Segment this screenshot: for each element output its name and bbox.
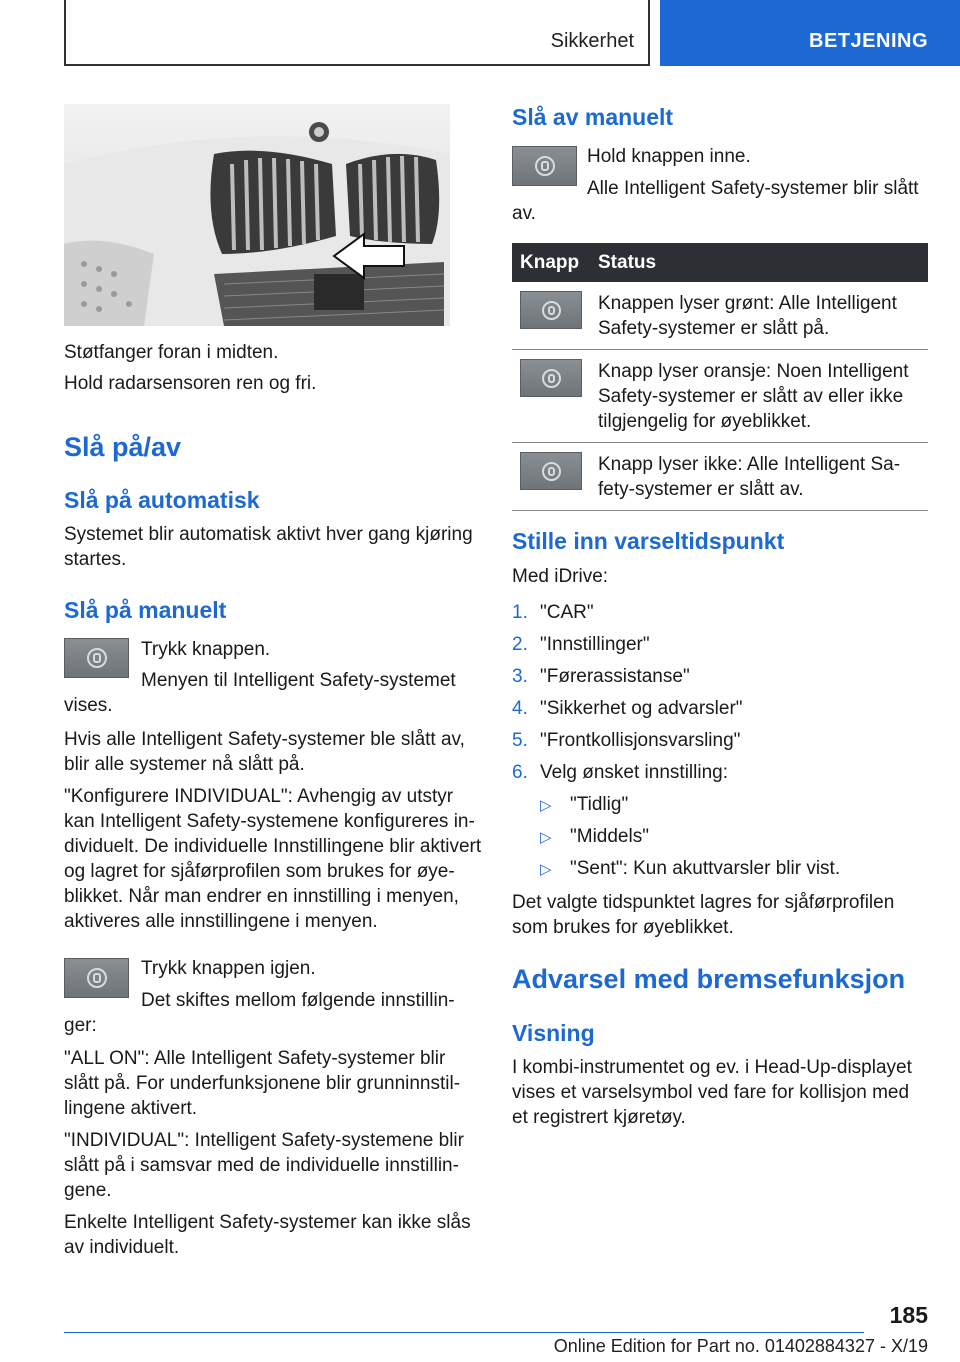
list-item: 2. "Innstillinger" — [512, 634, 650, 655]
header-section-box — [64, 0, 650, 66]
status-cell: Knappen lyser grønt: Alle Intelligent Safety-systemer er slått på. — [590, 282, 928, 350]
heading-display: Visning — [512, 1020, 595, 1046]
triangle-right-icon: ▷ — [540, 829, 552, 846]
steps-list — [512, 600, 928, 888]
cannot-off-text: Enkelte Intelligent Safety-systemer kan ikke slås av individuelt. — [64, 1212, 471, 1258]
heading-on-off: Slå på/av — [64, 432, 182, 462]
display-text: I kombi-instrumentet og ev. i Head-Up-displayet vises et varselsymbol ved fare for kollisjon med et registrert kjøretøy. — [512, 1057, 912, 1128]
list-item: 5. "Frontkollisjonsvarsling" — [512, 730, 741, 751]
table-row — [512, 443, 928, 511]
triangle-right-icon: ▷ — [540, 797, 552, 814]
status-cell: Knapp lyser ikke: Alle Intelligent Safety-systemer er slått av. — [590, 443, 928, 511]
table-row — [512, 350, 928, 443]
all-on-text: "ALL ON": Alle Intelligent Safety-systemer blir slått på. For underfunksjonene blir grunninnstillingene aktivert. — [64, 1048, 461, 1119]
manual-all-off-text: Hvis alle Intelligent Safety-systemer ble slått av, blir alle systemer nå slått på. — [64, 729, 465, 775]
footer-divider — [64, 1332, 864, 1333]
heading-manual-on: Slå på manuelt — [64, 597, 227, 623]
status-table — [512, 243, 928, 511]
heading-brake-warning: Advarsel med bremsefunksjon — [512, 964, 906, 994]
edition-text: Online Edition for Part no. 01402884327 - X/19 — [553, 1336, 928, 1356]
heading-warning-time: Stille inn varseltidspunkt — [512, 528, 785, 554]
press-again-text: Trykk knappen igjen. — [141, 958, 316, 979]
heading-auto-on: Slå på automatisk — [64, 487, 260, 513]
individual-text: "INDIVIDUAL": Intelligent Safety-systemene blir slått på i samsvar med de individuelle innstillingene. — [64, 1130, 464, 1201]
manual-menu-text: Menyen til Intelligent Safety-systemet vises. — [64, 670, 456, 716]
table-row — [512, 282, 928, 350]
saved-text: Det valgte tidspunktet lagres for sjåførprofilen som brukes for øyeblikket. — [512, 892, 895, 938]
heading-manual-off: Slå av manuelt — [512, 104, 674, 130]
header-chapter-box — [660, 0, 960, 66]
table-header-button: Knapp — [512, 243, 590, 282]
all-off-text: Alle Intelligent Safety-systemer blir slått av. — [512, 178, 919, 224]
auto-text: Systemet blir automatisk aktivt hver gang kjøring startes. — [64, 524, 473, 570]
hold-text: Hold knappen inne. — [587, 146, 751, 167]
header-chapter-title: BETJENING — [809, 30, 928, 52]
table-header-status: Status — [590, 243, 928, 282]
idrive-text: Med iDrive: — [512, 566, 609, 587]
button-orange-icon — [520, 359, 582, 397]
toggle-text: Det skiftes mellom følgende innstillinger: — [64, 990, 455, 1036]
sub-list-item: ▷ "Sent": Kun akuttvarsler blir vist. — [512, 856, 928, 888]
status-cell: Knapp lyser oransje: Noen Intelligent Safety-systemer er slått av eller ikke tilgjengelig for øyeblikket. — [590, 350, 928, 443]
configure-text: "Konfigurere INDIVIDUAL": Avhengig av utstyr kan Intelligent Safety-systemene konfigureres individuelt. De individuelle Innstillingene blir aktivert og lagret for sjåførprofilen som brukes for øyeblikket. Når man endrer en innstilling i menyen, aktiveres alle innstillingene i menyen. — [64, 786, 482, 932]
sub-list-item: ▷ "Tidlig" — [512, 792, 928, 824]
button-green-icon — [520, 291, 582, 329]
manual-press-text: Trykk knappen. — [141, 639, 271, 660]
header-section-title: Sikkerhet — [550, 30, 634, 52]
page-number: 185 — [889, 1302, 928, 1328]
button-off-icon — [520, 452, 582, 490]
triangle-right-icon: ▷ — [540, 861, 552, 878]
sub-list-item: ▷ "Middels" — [512, 824, 928, 856]
caption-keep-clean: Hold radarsensoren ren og fri. — [64, 373, 317, 394]
list-item: 4. "Sikkerhet og advarsler" — [512, 698, 743, 719]
caption-bumper: Støtfanger foran i midten. — [64, 342, 279, 363]
list-item: 1. "CAR" — [512, 602, 594, 623]
list-item: 6. Velg ønsket innstilling: — [512, 762, 728, 783]
list-item: 3. "Førerassistanse" — [512, 666, 690, 687]
car-front-bumper-image — [64, 104, 450, 326]
